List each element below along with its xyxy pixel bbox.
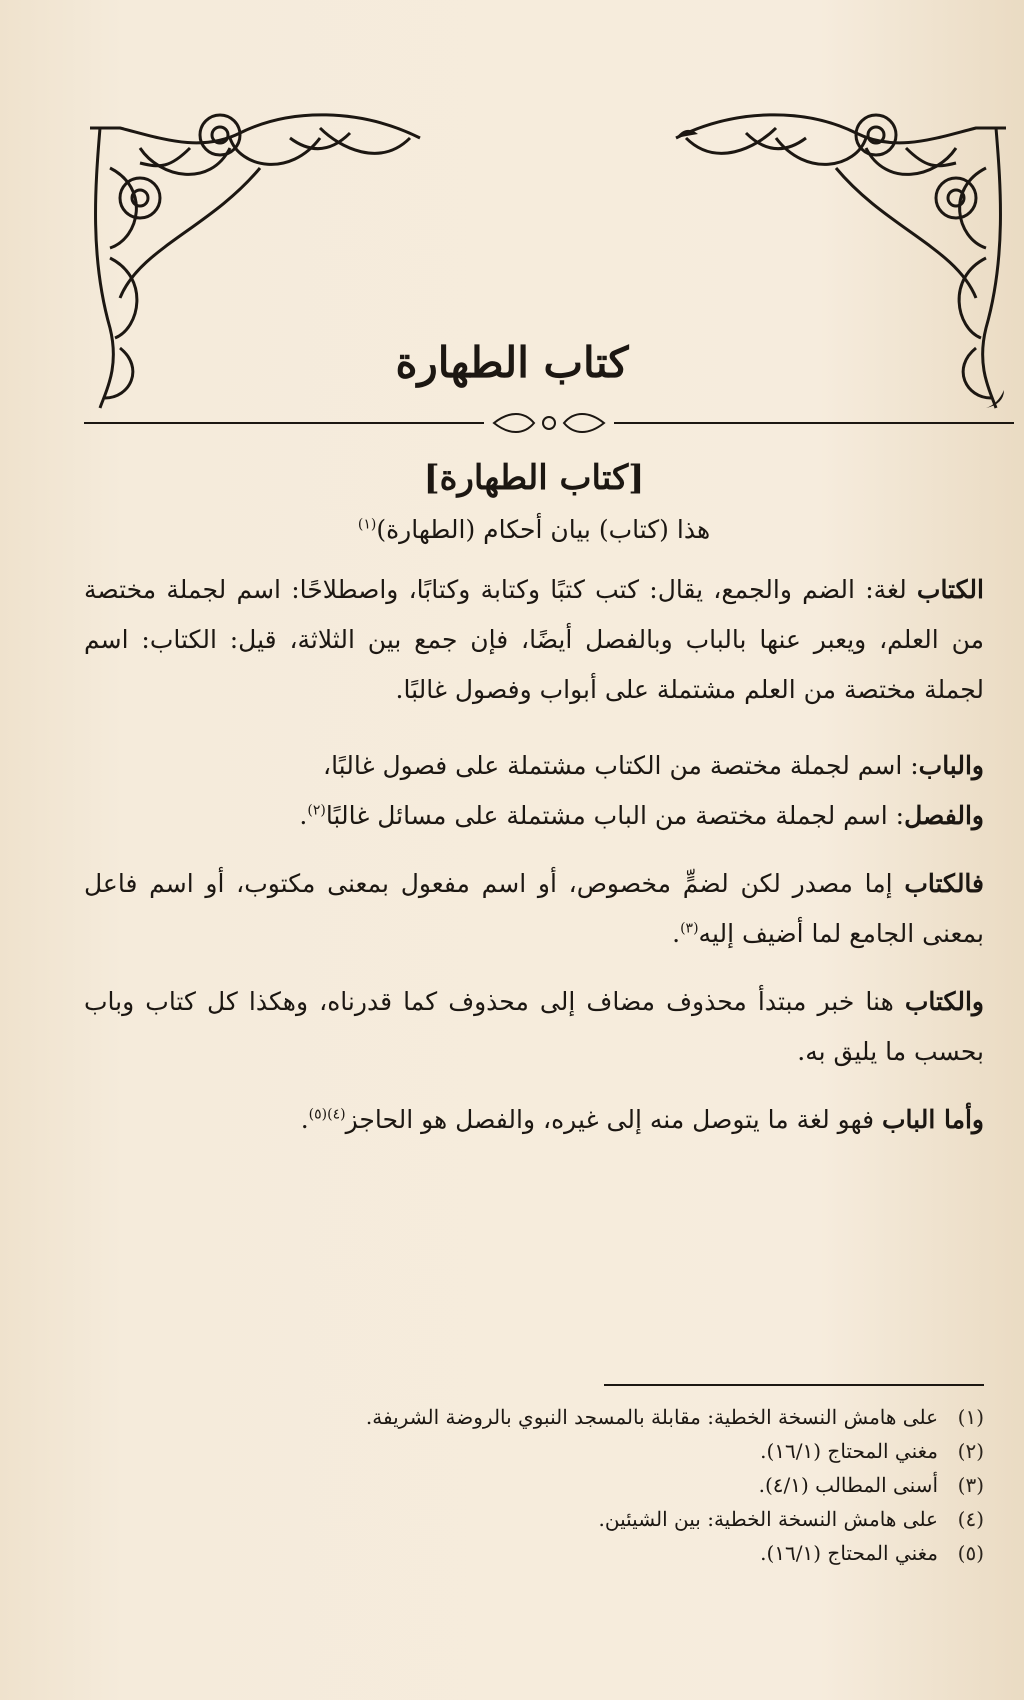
sentence-end: .: [672, 919, 681, 949]
paragraph-text: هنا خبر مبتدأ محذوف مضاف إلى محذوف كما قدرناه، وهكذا كل كتاب وباب بحسب ما يليق به.: [84, 987, 984, 1067]
footnote-number: (٥): [957, 1541, 984, 1565]
term: والفصل: [904, 801, 984, 831]
footnote-number: (١): [957, 1405, 984, 1429]
footnote-number: (٤): [957, 1507, 984, 1531]
footnote-number: (٢): [957, 1439, 984, 1463]
paragraph-text: إما مصدر لكن لضمٍّ مخصوص، أو اسم مفعول بمعنى مكتوب، أو اسم فاعل بمعنى الجامع لما أضيف إليه: [84, 869, 984, 949]
title-divider-ornament-icon: [84, 408, 1014, 438]
footnote-number: (٣): [957, 1473, 984, 1497]
footnotes-list: [104, 1400, 984, 1570]
footnote-item: [104, 1400, 984, 1434]
section-title: [كتاب الطهارة]: [423, 458, 645, 498]
footnote-text: أسنى المطالب (٤/١).: [758, 1473, 938, 1497]
subtitle-text: هذا (كتاب) بيان أحكام (الطهارة): [376, 515, 711, 545]
sentence-end: .: [300, 1105, 309, 1135]
book-title: كتاب الطهارة: [395, 338, 629, 387]
footnote-item: [104, 1468, 984, 1502]
sentence-end: .: [299, 801, 308, 831]
footnote-item: [104, 1502, 984, 1536]
paragraph-kitab-definition: [84, 565, 984, 715]
paragraph-text: فهو لغة ما يتوصل منه إلى غيره، والفصل هو الحاجز: [345, 1105, 882, 1135]
term: وأما الباب: [882, 1105, 984, 1135]
footnote-separator: [604, 1384, 984, 1386]
paragraph-bab-fasl: [84, 741, 984, 841]
term: فالكتاب: [904, 869, 984, 899]
subtitle: [84, 512, 984, 547]
footnote-item: [104, 1434, 984, 1468]
paragraph-text: : اسم لجملة مختصة من الكتاب مشتملة على فصول غالبًا،: [323, 751, 919, 781]
paragraph-kitab-khabar: [84, 977, 984, 1077]
term: والكتاب: [904, 987, 984, 1017]
footnote-ref: (٢): [307, 802, 326, 819]
footnote-ref: (١): [357, 516, 377, 533]
footnote-text: على هامش النسخة الخطية: بين الشيئين.: [598, 1507, 938, 1531]
footnote-item: [104, 1536, 984, 1570]
paragraph-text: : اسم لجملة مختصة من الباب مشتملة على مسائل غالبًا: [325, 801, 905, 831]
term: الكتاب: [916, 575, 984, 605]
footnote-text: مغني المحتاج (١٦/١).: [760, 1541, 938, 1565]
footnote-ref: (٤)(٥): [308, 1106, 346, 1123]
paragraph-text: لغة: الضم والجمع، يقال: كتب كتبًا وكتابة وكتابًا، واصطلاحًا: اسم لجملة مختصة من العلم، ويعبر عنها بالباب وبالفصل أيضًا، فإن جمع بين الثلاثة، قيل: الكتاب: اسم لجملة مختصة من العلم مشتملة على أبواب وفصول غالبًا.: [84, 575, 984, 705]
term: والباب: [918, 751, 984, 781]
paragraph-bab-lugha: [84, 1095, 984, 1145]
footnote-text: على هامش النسخة الخطية: مقابلة بالمسجد النبوي بالروضة الشريفة.: [365, 1405, 938, 1429]
footnote-ref: (٣): [680, 920, 699, 937]
paragraph-kitab-grammar: [84, 859, 984, 959]
main-content: [84, 456, 984, 1145]
footnote-text: مغني المحتاج (١٦/١).: [760, 1439, 938, 1463]
